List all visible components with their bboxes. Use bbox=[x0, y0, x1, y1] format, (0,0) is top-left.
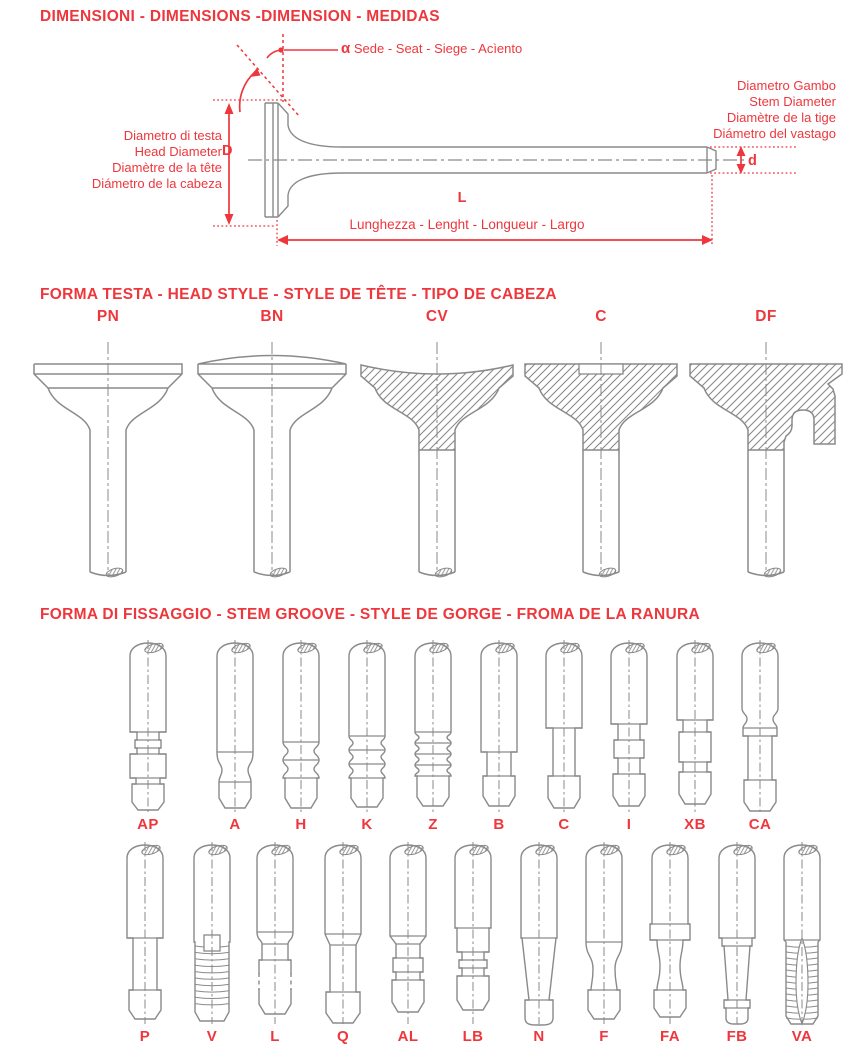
stem-groove-label: CA bbox=[748, 816, 772, 833]
head-diameter-line: Diámetro de la cabeza bbox=[91, 176, 222, 191]
stem-groove-label: F bbox=[599, 1028, 609, 1045]
stem-groove-label: C bbox=[558, 816, 570, 833]
stem-groove-label: FA bbox=[660, 1028, 680, 1045]
head-diameter-symbol: D bbox=[222, 143, 233, 159]
head-style-label: DF bbox=[755, 308, 777, 325]
stem-groove-title: FORMA DI FISSAGGIO - STEM GROOVE - STYLE DE GORGE - FROMA DE LA RANURA bbox=[40, 606, 700, 623]
stem-groove-label: AP bbox=[137, 816, 159, 833]
head-style-figure-DF bbox=[682, 308, 850, 582]
stem-groove-figure-VA bbox=[766, 842, 838, 1048]
stem-groove-label: Z bbox=[428, 816, 438, 833]
length-symbol: L bbox=[457, 190, 467, 206]
stem-groove-figure-XB bbox=[659, 640, 731, 836]
dimensions-title: DIMENSIONI - DIMENSIONS -DIMENSION - MEDIDAS bbox=[40, 8, 440, 25]
stem-diameter-line: Stem Diameter bbox=[749, 94, 836, 109]
stem-drawing-V bbox=[176, 842, 248, 1026]
stem-groove-figure-F bbox=[568, 842, 640, 1048]
stem-diameter-line: Diámetro del vastago bbox=[713, 126, 836, 141]
head-style-figure-C bbox=[517, 308, 685, 582]
stem-groove-label: Q bbox=[336, 1028, 350, 1045]
stem-drawing-A bbox=[199, 640, 271, 814]
stem-groove-label: VA bbox=[791, 1028, 813, 1045]
stem-groove-label: I bbox=[626, 816, 632, 833]
head-style-figure-BN bbox=[188, 308, 356, 582]
stem-groove-figure-FA bbox=[634, 842, 706, 1048]
stem-groove-label: FB bbox=[726, 1028, 748, 1045]
stem-groove-figure-Z bbox=[397, 640, 469, 836]
stem-drawing-Q bbox=[307, 842, 379, 1026]
stem-groove-label: L bbox=[270, 1028, 280, 1045]
stem-diameter-label bbox=[713, 78, 836, 142]
head-style-drawing-BN bbox=[188, 334, 356, 580]
head-diameter-line: Diamètre de la tête bbox=[112, 160, 222, 175]
seat-label-text: Sede - Seat - Siege - Acìento bbox=[353, 41, 523, 56]
stem-diameter-line: Diamètre de la tige bbox=[726, 110, 836, 125]
head-diameter-label bbox=[92, 128, 222, 192]
stem-drawing-L bbox=[239, 842, 311, 1026]
stem-drawing-FB bbox=[701, 842, 773, 1026]
stem-drawing-Z bbox=[397, 640, 469, 814]
stem-drawing-LB bbox=[437, 842, 509, 1026]
head-style-label: BN bbox=[260, 308, 284, 325]
stem-groove-figure-K bbox=[331, 640, 403, 836]
stem-drawing-XB bbox=[659, 640, 731, 814]
head-diameter-line: Head Diameter bbox=[134, 144, 222, 159]
stem-groove-label: B bbox=[493, 816, 505, 833]
stem-groove-figure-I bbox=[593, 640, 665, 836]
head-style-figure-CV bbox=[353, 308, 521, 582]
stem-drawing-B bbox=[463, 640, 535, 814]
head-style-figure-PN bbox=[24, 308, 192, 582]
stem-drawing-FA bbox=[634, 842, 706, 1026]
stem-groove-figure-P bbox=[109, 842, 181, 1048]
stem-drawing-VA bbox=[766, 842, 838, 1026]
stem-groove-label: AL bbox=[397, 1028, 419, 1045]
stem-groove-label: K bbox=[361, 816, 373, 833]
stem-drawing-F bbox=[568, 842, 640, 1026]
stem-groove-figure-H bbox=[265, 640, 337, 836]
stem-groove-label: N bbox=[533, 1028, 545, 1045]
stem-drawing-H bbox=[265, 640, 337, 814]
head-style-label: CV bbox=[425, 308, 449, 325]
stem-groove-figure-C bbox=[528, 640, 600, 836]
alpha-symbol: α bbox=[341, 40, 351, 57]
head-style-drawing-PN bbox=[24, 334, 192, 580]
stem-groove-figure-N bbox=[503, 842, 575, 1048]
stem-groove-figure-A bbox=[199, 640, 271, 836]
stem-groove-label: LB bbox=[462, 1028, 484, 1045]
head-style-drawing-CV bbox=[353, 334, 521, 580]
stem-groove-label: A bbox=[229, 816, 241, 833]
stem-groove-figure-L bbox=[239, 842, 311, 1048]
stem-groove-figure-B bbox=[463, 640, 535, 836]
stem-groove-figure-AP bbox=[112, 640, 184, 836]
stem-groove-figure-V bbox=[176, 842, 248, 1048]
stem-groove-figure-FB bbox=[701, 842, 773, 1048]
stem-groove-figure-CA bbox=[724, 640, 796, 836]
stem-drawing-K bbox=[331, 640, 403, 814]
stem-diameter-symbol: d bbox=[748, 153, 757, 169]
stem-drawing-I bbox=[593, 640, 665, 814]
seat-label bbox=[341, 41, 522, 57]
stem-groove-figure-AL bbox=[372, 842, 444, 1048]
stem-drawing-AL bbox=[372, 842, 444, 1026]
head-style-drawing-C bbox=[517, 334, 685, 580]
stem-drawing-AP bbox=[112, 640, 184, 814]
stem-groove-label: V bbox=[206, 1028, 218, 1045]
stem-drawing-C bbox=[528, 640, 600, 814]
head-style-title: FORMA TESTA - HEAD STYLE - STYLE DE TÊTE - TIPO DE CABEZA bbox=[40, 286, 557, 303]
stem-groove-figure-LB bbox=[437, 842, 509, 1048]
stem-drawing-N bbox=[503, 842, 575, 1026]
stem-groove-label: H bbox=[295, 816, 307, 833]
length-label: Lunghezza - Lenght - Longueur - Largo bbox=[349, 217, 585, 232]
head-diameter-line: Diametro di testa bbox=[123, 128, 222, 143]
head-style-label: C bbox=[595, 308, 607, 325]
stem-groove-figure-Q bbox=[307, 842, 379, 1048]
stem-drawing-P bbox=[109, 842, 181, 1026]
stem-groove-label: XB bbox=[684, 816, 706, 833]
stem-groove-label: P bbox=[139, 1028, 151, 1045]
stem-drawing-CA bbox=[724, 640, 796, 814]
head-style-label: PN bbox=[96, 308, 120, 325]
stem-diameter-line: Diametro Gambo bbox=[737, 78, 836, 93]
head-style-drawing-DF bbox=[682, 334, 850, 580]
